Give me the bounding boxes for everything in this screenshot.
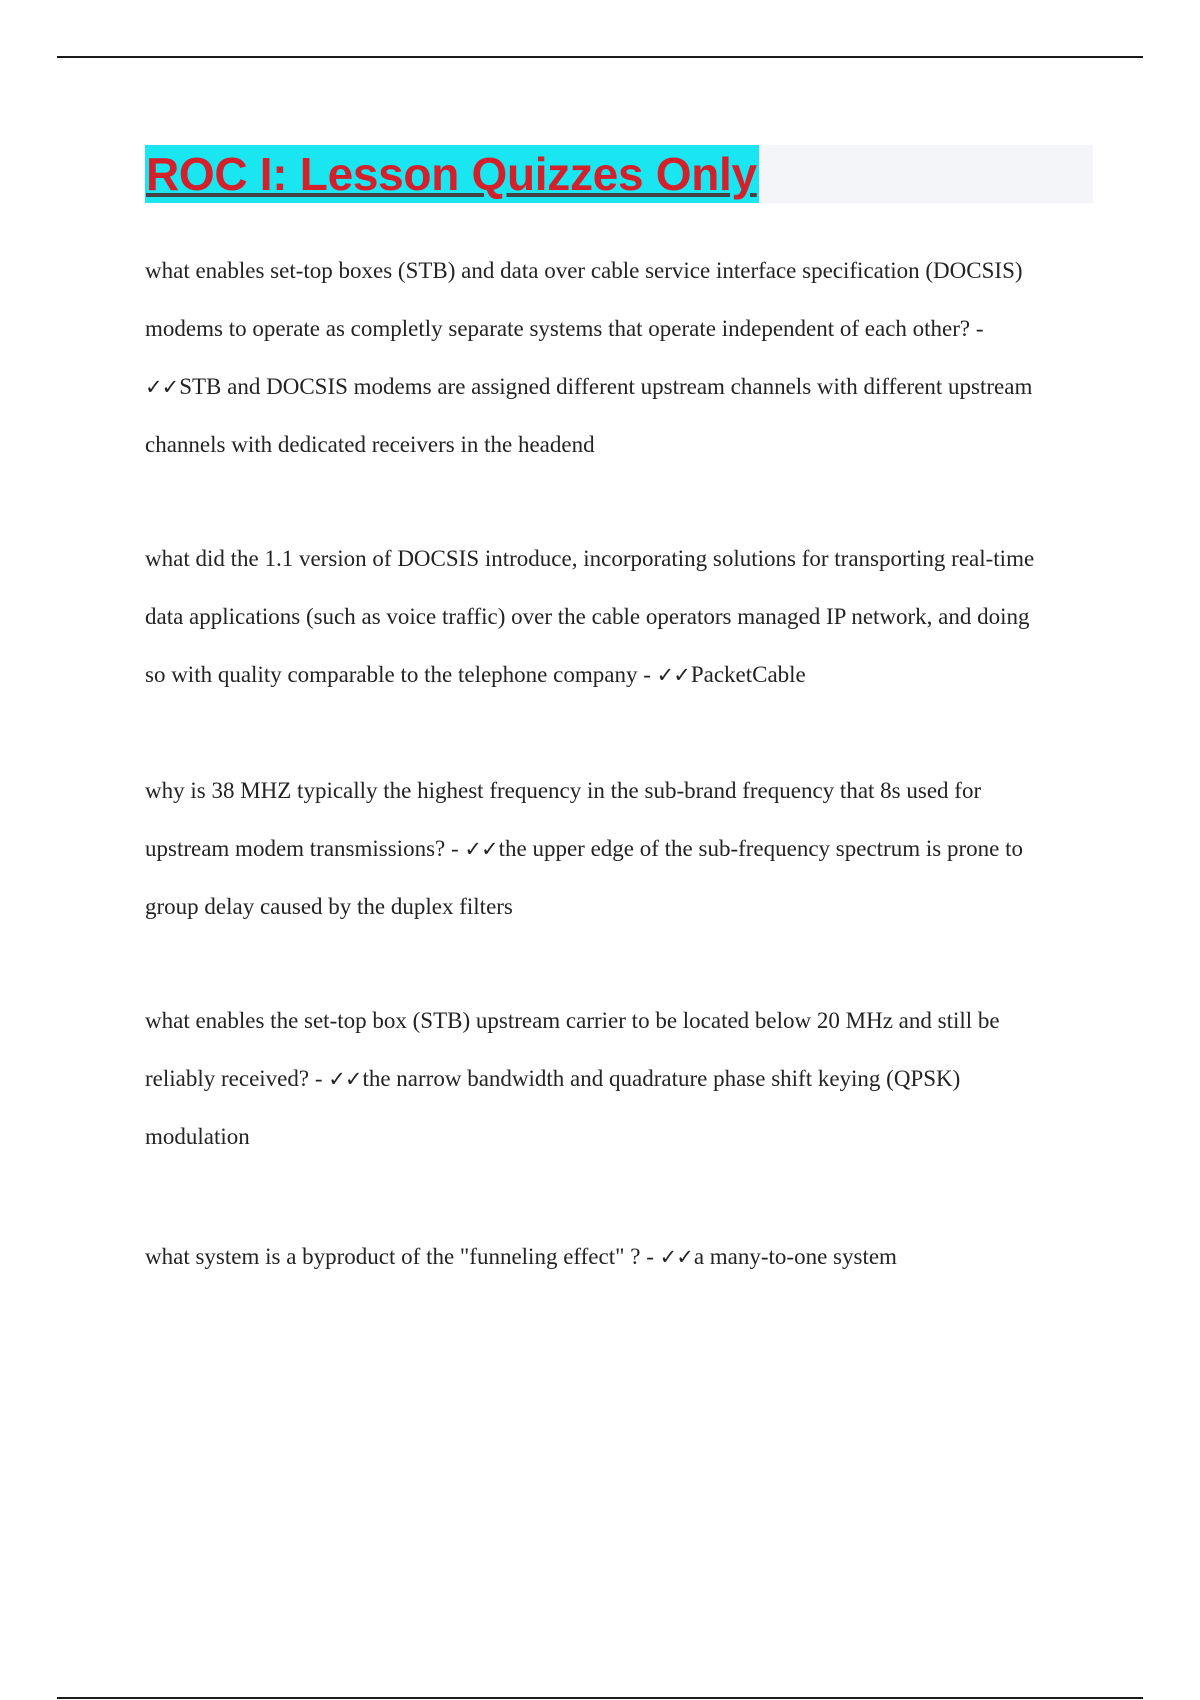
question-line: what enables the set-top box (STB) upstream carrier to be located below 20 MHz and still be xyxy=(145,1008,1000,1033)
question-answer-line xyxy=(145,1228,1095,1286)
question-line: modems to operate as completly separate systems that operate independent of each other? - xyxy=(145,316,984,341)
bottom-rule xyxy=(57,1697,1143,1699)
question-text: reliably received? - xyxy=(145,1066,329,1091)
question-line: why is 38 MHZ typically the highest frequency in the sub-brand frequency that 8s used for xyxy=(145,778,982,803)
answer-text: the upper edge of the sub-frequency spectrum is prone to xyxy=(498,836,1023,861)
answer-text: a many-to-one system xyxy=(693,1244,897,1269)
page-title: ROC I: Lesson Quizzes Only xyxy=(145,145,759,203)
answer-line: group delay caused by the duplex filters xyxy=(145,894,513,919)
question-answer-line xyxy=(145,820,1095,878)
question-answer-line xyxy=(145,1050,1095,1108)
check-mark-icon: ✓✓ xyxy=(659,1245,693,1269)
question-line: what enables set-top boxes (STB) and data over cable service interface specification (DOCSIS) xyxy=(145,258,1023,283)
question-text: what system is a byproduct of the "funneling effect" ? - xyxy=(145,1244,660,1269)
check-mark-icon: ✓✓ xyxy=(145,375,179,399)
qa-entry-1 xyxy=(145,242,1095,474)
qa-entry-3 xyxy=(145,762,1095,936)
answer-text: the narrow bandwidth and quadrature phase shift keying (QPSK) xyxy=(362,1066,961,1091)
answer-text: PacketCable xyxy=(690,662,806,687)
question-answer-line xyxy=(145,646,1095,704)
qa-entry-2 xyxy=(145,530,1095,704)
question-text: so with quality comparable to the telephone company - xyxy=(145,662,657,687)
question-line: what did the 1.1 version of DOCSIS introduce, incorporating solutions for transporting real-time xyxy=(145,546,1035,571)
check-mark-icon: ✓✓ xyxy=(464,837,498,861)
question-text: upstream modem transmissions? - xyxy=(145,836,465,861)
check-mark-icon: ✓✓ xyxy=(656,663,690,687)
question-line: data applications (such as voice traffic) over the cable operators managed IP network, and doing xyxy=(145,604,1030,629)
answer-line: modulation xyxy=(145,1124,250,1149)
answer-line xyxy=(145,358,1095,416)
answer-text: STB and DOCSIS modems are assigned different upstream channels with different upstream xyxy=(179,374,1033,399)
qa-entry-5 xyxy=(145,1228,1095,1286)
qa-entry-4 xyxy=(145,992,1095,1166)
check-mark-icon: ✓✓ xyxy=(328,1067,362,1091)
answer-line: channels with dedicated receivers in the headend xyxy=(145,432,595,457)
top-rule xyxy=(57,56,1143,58)
